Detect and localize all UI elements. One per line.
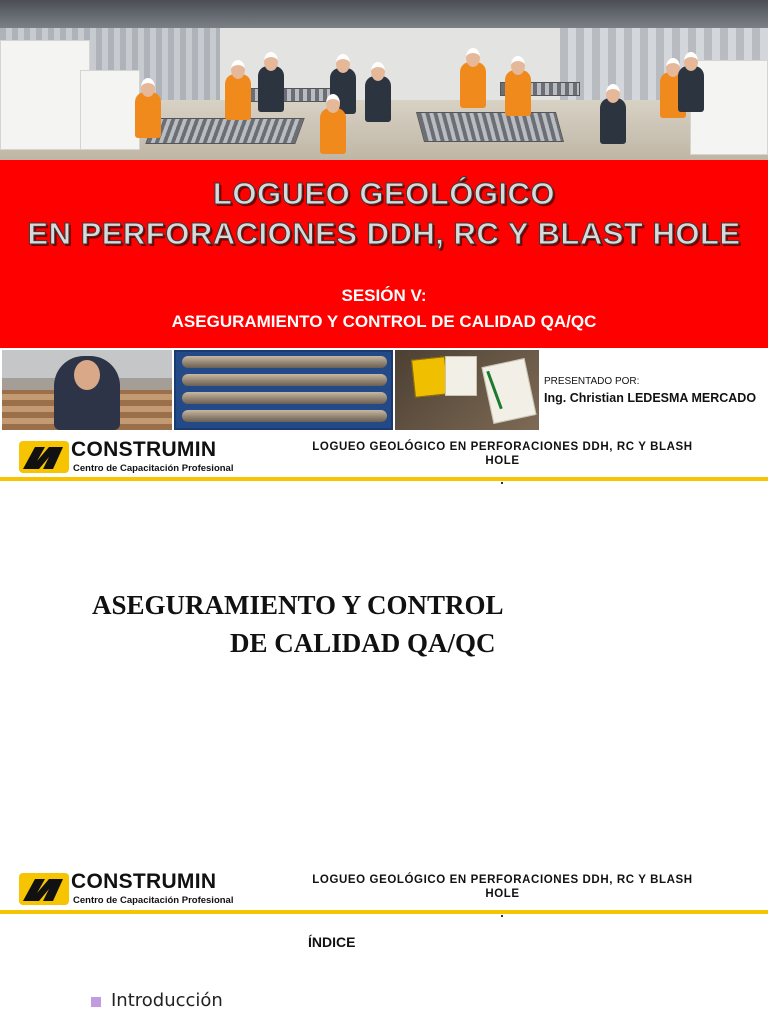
yellow-divider (0, 910, 768, 914)
title-band (0, 160, 768, 348)
header-title-line2: HOLE (485, 455, 520, 467)
divider-dot (501, 482, 503, 484)
header-title-line1: LOGUEO GEOLÓGICO EN PERFORACIONES DDH, RC Y BLASH (312, 874, 693, 886)
presenter-name: Ing. Christian LEDESMA MERCADO (544, 391, 757, 405)
header-title-line2: HOLE (485, 888, 520, 900)
session-label: SESIÓN V: (341, 286, 427, 305)
yellow-divider (0, 477, 768, 481)
photo-logging-sheets (395, 350, 539, 430)
construmin-logo (19, 437, 239, 477)
main-title-line2: EN PERFORACIONES DDH, RC Y BLAST HOLE (27, 216, 741, 251)
index-title: ÍNDICE (308, 934, 356, 950)
header-course-title (300, 440, 705, 468)
main-title-line1: LOGUEO GEOLÓGICO (212, 176, 556, 211)
header-course-title (300, 873, 705, 901)
section-title-line2: DE CALIDAD QA/QC (230, 628, 496, 658)
presented-by-label: PRESENTADO POR: (544, 376, 640, 387)
bullet-marker (91, 997, 101, 1007)
section-title-line1: ASEGURAMIENTO Y CONTROL (92, 590, 504, 620)
session-subtitle: ASEGURAMIENTO Y CONTROL DE CALIDAD QA/QC (171, 312, 597, 331)
header-title-line1: LOGUEO GEOLÓGICO EN PERFORACIONES DDH, RC Y BLASH (312, 441, 693, 453)
index-item-introduccion: Introducción (111, 990, 223, 1011)
brand-name: CONSTRUMIN (71, 870, 217, 893)
construmin-logo-icon (19, 441, 69, 473)
construmin-logo-icon (19, 873, 69, 905)
photo-core-box (174, 350, 393, 430)
hero-photo-core-shed (0, 0, 768, 160)
brand-tagline: Centro de Capacitación Profesional (73, 463, 234, 474)
brand-name: CONSTRUMIN (71, 438, 217, 461)
brand-tagline: Centro de Capacitación Profesional (73, 895, 234, 906)
photo-geologist-loupe (2, 350, 172, 430)
divider-dot (501, 915, 503, 917)
construmin-logo (19, 869, 239, 909)
